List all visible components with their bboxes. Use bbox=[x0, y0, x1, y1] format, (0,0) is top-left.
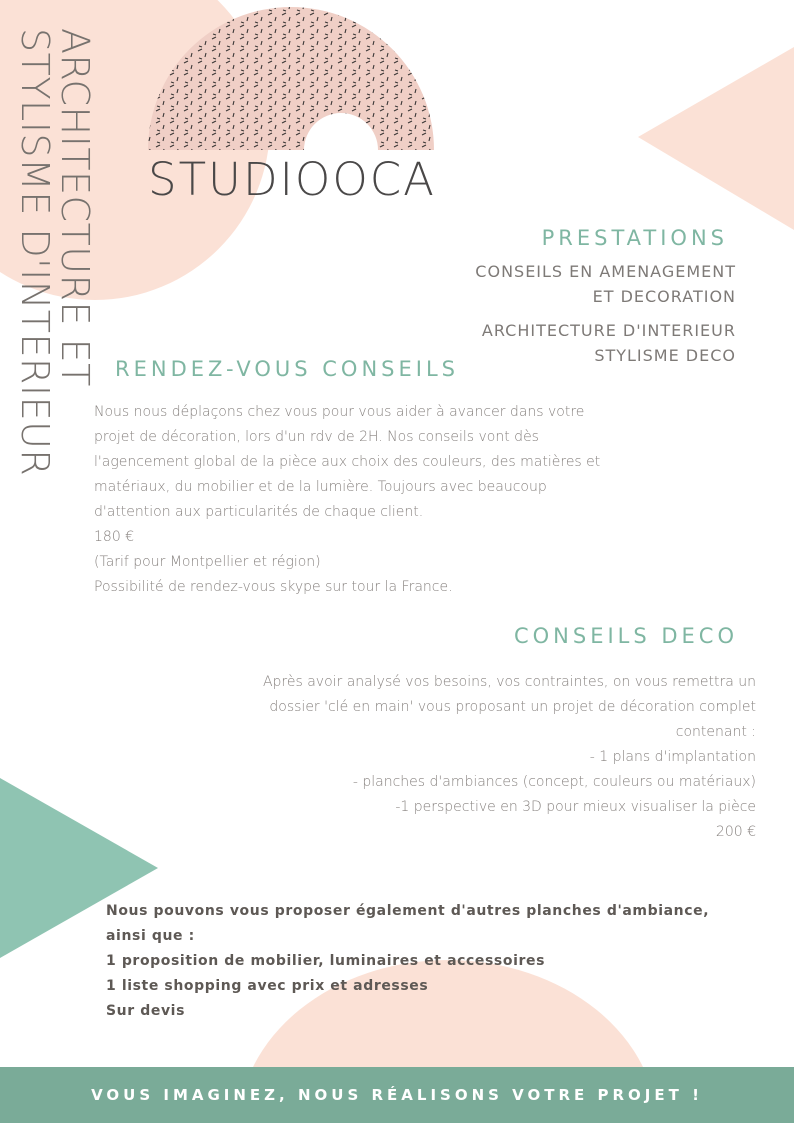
peach-triangle-right bbox=[638, 47, 794, 230]
brand-logo bbox=[148, 153, 436, 206]
extra-offers bbox=[106, 899, 709, 1024]
logo-part-oca: OCA bbox=[332, 153, 436, 206]
text-line: d'attention aux particularités de chaque client. bbox=[94, 504, 424, 520]
conseils-deco-text bbox=[263, 670, 756, 845]
logo-part-studio: STUDIO bbox=[148, 153, 333, 206]
price: 180 € bbox=[94, 529, 135, 545]
text-line: contenant : bbox=[675, 724, 756, 740]
text-line: (Tarif pour Montpellier et région) bbox=[94, 554, 321, 570]
prestation-item: STYLISME DECO bbox=[594, 346, 736, 365]
price: 200 € bbox=[715, 824, 756, 840]
text-line: l'agencement global de la pièce aux choix des couleurs, des matières et bbox=[94, 454, 601, 470]
prestations-heading: PRESTATIONS bbox=[541, 226, 728, 250]
text-line: projet de décoration, lors d'un rdv de 2H. Nos conseils vont dès bbox=[94, 429, 539, 445]
footer-banner bbox=[0, 1067, 794, 1123]
text-line: - 1 plans d'implantation bbox=[589, 749, 756, 765]
text-line: Après avoir analysé vos besoins, vos contraintes, on vous remettra un bbox=[262, 674, 756, 690]
prestation-item: CONSEILS EN AMENAGEMENT bbox=[475, 262, 736, 281]
footer-tagline: VOUS IMAGINEZ, NOUS RÉALISONS VOTRE PROJET ! bbox=[91, 1086, 703, 1104]
rdv-conseils-text bbox=[94, 400, 714, 600]
text-line: 1 liste shopping avec prix et adresses bbox=[106, 978, 429, 994]
side-title bbox=[15, 28, 95, 476]
text-line: - planches d'ambiances (concept, couleurs ou matériaux) bbox=[352, 774, 756, 790]
prestation-item: ET DECORATION bbox=[592, 287, 736, 306]
rdv-conseils-heading: RENDEZ-VOUS CONSEILS bbox=[115, 357, 459, 381]
text-line: matériaux, du mobilier et de la lumière. Toujours avec beaucoup bbox=[94, 479, 547, 495]
text-line: 1 proposition de mobilier, luminaires et accessoires bbox=[106, 953, 546, 969]
conseils-deco-heading: CONSEILS DECO bbox=[513, 624, 738, 648]
text-line: Possibilité de rendez-vous skype sur tour la France. bbox=[94, 579, 453, 595]
side-title-line: ARCHITECTURE ET bbox=[53, 28, 97, 387]
text-line: ainsi que : bbox=[106, 928, 195, 944]
text-line: -1 perspective en 3D pour mieux visualiser la pièce bbox=[395, 799, 756, 815]
text-line: dossier 'clé en main' vous proposant un projet de décoration complet bbox=[269, 699, 756, 715]
text-line: Nous pouvons vous proposer également d'autres planches d'ambiance, bbox=[106, 903, 710, 919]
side-title-line: STYLISME D'INTERIEUR bbox=[13, 28, 57, 477]
prestation-item: ARCHITECTURE D'INTERIEUR bbox=[481, 321, 736, 340]
text-line: Sur devis bbox=[106, 1003, 186, 1019]
text-line: Nous nous déplaçons chez vous pour vous aider à avancer dans votre bbox=[94, 404, 585, 420]
